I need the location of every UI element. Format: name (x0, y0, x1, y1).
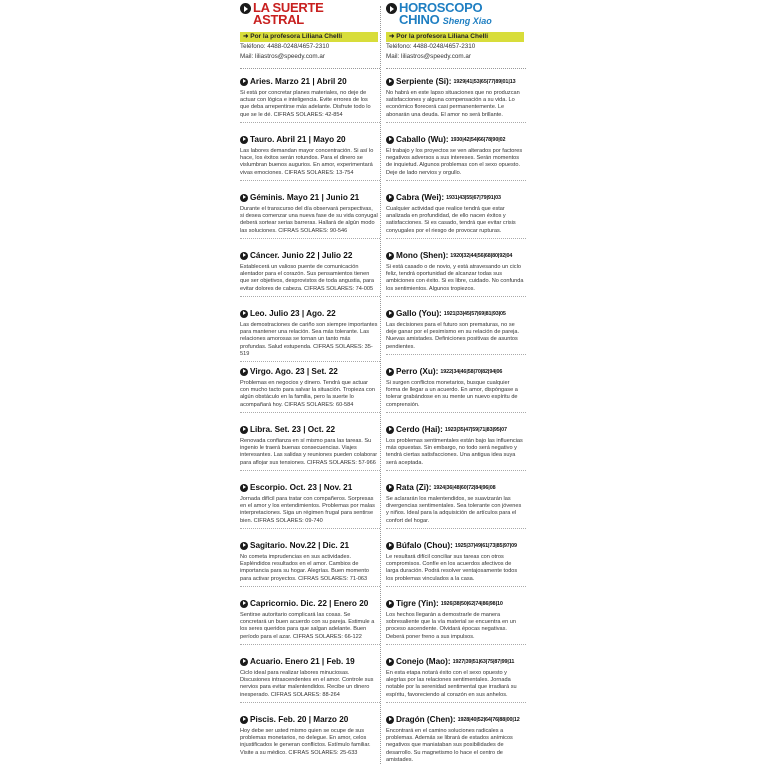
sign-entry (386, 134, 526, 192)
sign-heading (240, 656, 380, 667)
sign-name: Escorpio. Oct. 23 | Nov. 21 (250, 483, 353, 492)
sign-forecast: Las decisiones para el futuro son prematuras, no se deje ganar por el pesimismo en su relación de pareja. Nuevas amistades. Definiciones positivas de asuntos pendientes. (386, 322, 520, 350)
sign-name: Capricornio. Dic. 22 | Enero 20 (250, 599, 369, 608)
arrow-bullet-icon (386, 194, 394, 202)
chinese-sign-list (386, 76, 526, 770)
chinese-title-line1: HOROSCOPO (399, 0, 483, 15)
sign-name: Caballo (Wu): (396, 135, 449, 144)
western-phone: Teléfono: 4488-0248/4657-2310 (240, 43, 330, 50)
sign-divider (386, 586, 526, 587)
sign-entry (386, 366, 526, 424)
sign-divider (240, 180, 380, 181)
chinese-author-bar: ➜ Por la profesora Liliana Chelli (386, 32, 524, 42)
sign-heading (386, 482, 526, 493)
sign-name: Dragón (Chen): (396, 715, 456, 724)
arrow-bullet-icon (386, 78, 394, 86)
chinese-title (399, 2, 492, 27)
sign-entry (386, 250, 526, 308)
sign-entry (386, 76, 526, 134)
sign-heading (386, 424, 526, 435)
sign-forecast: Las demostraciones de cariño son siempre importantes para mantener una relación. Sea más tolerante. Las relaciones amorosas se tornan un tanto más profundas. Salud estupenda. CIFRAS SOLARES: 35-519 (240, 322, 378, 357)
western-horoscope-column (240, 0, 380, 770)
sign-forecast: No cometa imprudencias en sus actividades. Espléndidos resultados en el amor. Cambios de importancia para su hogar. Alegrías. Buen momento para activar proyectos. CIFRAS SOLARES: 71-063 (240, 554, 370, 582)
sign-entry (386, 598, 526, 656)
sign-entry (240, 482, 380, 540)
sign-entry (386, 656, 526, 714)
sign-name: Rata (Zi): (396, 483, 432, 492)
sign-divider (240, 238, 380, 239)
western-sign-list (240, 76, 380, 770)
arrow-bullet-icon (240, 542, 248, 550)
sign-divider (386, 354, 526, 355)
arrow-bullet-icon (386, 658, 394, 666)
western-title-row (240, 0, 380, 32)
sign-divider (386, 180, 526, 181)
chinese-mail: Mail: liliastros@speedy.com.ar (386, 52, 472, 60)
arrow-bullet-icon (386, 310, 394, 318)
arrow-bullet-icon (386, 716, 394, 724)
sign-name: Mono (Shen): (396, 251, 449, 260)
arrow-bullet-icon (240, 600, 248, 608)
sign-forecast: Los problemas sentimentales están bajo las influencias más opuestas. Sin embargo, no todo será negativo y tendrá ciertas satisfacciones. Una antigua idea suya será aceptada. (386, 438, 523, 466)
sign-forecast: Durante el transcurso del día observará perspectivas, si desea comenzar una nueva fase de su vida conyugal deberá sortear serias barreras. Hallará de algún modo las soluciones. CIFRAS SOLARES: 90-546 (240, 206, 378, 234)
sign-heading (386, 656, 526, 667)
arrow-bullet-icon (386, 3, 397, 14)
sign-entry (386, 540, 526, 598)
sign-name: Tauro. Abril 21 | Mayo 20 (250, 135, 346, 144)
sign-entry (240, 424, 380, 482)
sign-years: 1929|41|53|65|77|89|01|13 (453, 78, 516, 85)
arrow-bullet-icon (386, 368, 394, 376)
sign-entry (386, 308, 526, 366)
sign-forecast: Sentirse autoritario complicará las cosas. Se concretará un buen acuerdo con su pareja. Estimule a los seres queridos para que salgan adelante. Buen período para el azar. CIFRAS SOLARES: 66-122 (240, 612, 375, 640)
sign-name: Conejo (Mao): (396, 657, 451, 666)
sign-forecast: No habrá en este lapso situaciones que no produzcan satisfacciones y alguna compensación a su vida. Lo económico florecerá casi permanentemente. Le abonarán una deuda. El amor no será brillante. (386, 90, 520, 118)
sign-name: Perro (Xu): (396, 367, 439, 376)
sign-forecast: Le resultará difícil conciliar sus tareas con otros compromisos. Confíe en los acuerdos afectivos de larga duración. Podrá resolver ventajosamente todos los problemas vinculados a la casa. (386, 554, 518, 582)
sign-name: Leo. Julio 23 | Ago. 22 (250, 309, 336, 318)
sign-years: 1922|34|46|58|70|82|94|06 (440, 368, 503, 375)
sign-entry (240, 656, 380, 714)
sign-years: 1920|32|44|56|68|80|92|04 (450, 252, 513, 259)
sign-name: Cerdo (Hai): (396, 425, 443, 434)
sign-entry (386, 482, 526, 540)
sign-heading (240, 366, 380, 377)
sign-name: Tigre (Yin): (396, 599, 439, 608)
chinese-subtitle: Sheng Xiao (442, 16, 492, 26)
chinese-title-row (386, 0, 526, 32)
sign-forecast: Se aclararán los malentendidos, se suavizarán las divergencias sentimentales. Sea tolerante con jóvenes y niños. Ideal para la adquisición de artículos para el confort del hogar. (386, 496, 522, 524)
sign-forecast: Problemas en negocios y dinero. Tendrá que actuar con mucho tacto para salvar la situación. Tropieza con algún obstáculo en la familia, pero la suerte lo acompañará hoy. CIFRAS SOLARES: 60-584 (240, 380, 375, 408)
sign-heading (386, 76, 526, 87)
western-title-line2: ASTRAL (253, 12, 304, 27)
sign-name: Cabra (Wei): (396, 193, 445, 202)
western-title-line1: LA SUERTE (253, 0, 324, 15)
western-header-divider (240, 68, 380, 69)
sign-divider (240, 586, 380, 587)
western-mail: Mail: liliastros@speedy.com.ar (240, 52, 326, 60)
sign-entry (240, 192, 380, 250)
chinese-title-line2: CHINO (399, 12, 440, 27)
sign-divider (240, 470, 380, 471)
arrow-bullet-icon (240, 368, 248, 376)
sign-heading (240, 134, 380, 145)
arrow-bullet-icon (386, 484, 394, 492)
arrow-bullet-icon (240, 310, 248, 318)
sign-forecast: Jornada difícil para tratar con compañeros. Sorpresas en el amor y los entendimientos. Problemas por malas interpretaciones. Siga un régimen frugal para sentirse bien. CIFRAS SOLARES: 09-740 (240, 496, 375, 524)
sign-name: Sagitario. Nov.22 | Dic. 21 (250, 541, 350, 550)
sign-divider (386, 702, 526, 703)
sign-forecast: Si está casado o de novio, y está atravesando un ciclo feliz, tendrá oportunidad de alcanzar todas sus ambiciones con éxito. Si es libre, cuidado. No confunda los sentimientos. Algunos tropiezos. (386, 264, 524, 292)
sign-name: Piscis. Feb. 20 | Marzo 20 (250, 715, 349, 724)
arrow-bullet-icon (386, 542, 394, 550)
sign-name: Cáncer. Junio 22 | Julio 22 (250, 251, 353, 260)
sign-forecast: Establecerá un valioso puente de comunicación alentador para el corazón. Sus pensamientos tienen que ser objetivos, desprovistos de toda angustia, para evitar dolores de cabeza. CIFRAS SOLARES: 74-005 (240, 264, 375, 292)
sign-heading (240, 250, 380, 261)
sign-divider (386, 122, 526, 123)
chinese-horoscope-column (386, 0, 526, 770)
sign-heading (386, 540, 526, 551)
sign-forecast: Ciclo ideal para realizar labores minuciosas. Discusiones intrascendentes en el amor. Controle sus nervios para evitar malentendidos. Recibe un dinero inesperado. CIFRAS SOLARES: 88-264 (240, 670, 374, 698)
chinese-header-divider (386, 68, 526, 69)
arrow-bullet-icon (240, 252, 248, 260)
sign-entry (240, 714, 380, 770)
sign-heading (386, 308, 526, 319)
sign-heading (240, 598, 380, 609)
sign-name: Aries. Marzo 21 | Abril 20 (250, 77, 347, 86)
sign-name: Serpiente (Si): (396, 77, 452, 86)
sign-entry (386, 424, 526, 482)
sign-name: Géminis. Mayo 21 | Junio 21 (250, 193, 360, 202)
sign-entry (386, 192, 526, 250)
arrow-bullet-icon (386, 252, 394, 260)
sign-heading (240, 308, 380, 319)
sign-entry (240, 134, 380, 192)
sign-entry (386, 714, 526, 770)
sign-heading (240, 540, 380, 551)
sign-years: 1926|38|50|62|74|86|98|10 (440, 600, 503, 607)
sign-forecast: Encontrará en el camino soluciones radicales a problemas. Además se librará de estados anímicos negativos que maniataban sus posibilidades de desarrollo. Su magnetismo lo hace el centro de amistades. (386, 728, 513, 763)
sign-forecast: El trabajo y los proyectos se ven alterados por factores negativos adversos a sus intereses. Serán momentos de inquietud. Algunos problemas con el sexo opuesto. Deje de lado nervios y orgullo. (386, 148, 523, 176)
sign-years: 1927|39|51|63|75|87|99|11 (452, 658, 515, 665)
sign-heading (386, 714, 526, 725)
sign-divider (386, 238, 526, 239)
arrow-bullet-icon (386, 600, 394, 608)
sign-heading (240, 482, 380, 493)
sign-heading (240, 192, 380, 203)
arrow-bullet-icon (386, 136, 394, 144)
sign-divider (240, 361, 380, 362)
sign-entry (240, 540, 380, 598)
sign-divider (386, 528, 526, 529)
sign-heading (386, 250, 526, 261)
arrow-bullet-icon (240, 78, 248, 86)
sign-forecast: Los hechos llegarán a demostrarle de manera sobresaliente que la vía material se encuentra en un proceso ascendente. Olvidará épocas negativas. Deberá poner freno a sus impulsos. (386, 612, 516, 640)
sign-forecast: En esta etapa notará éxito con el sexo opuesto y alegrías por las relaciones sentimentales. Jornada notable por la serenidad sentimental que irradiará su espíritu, favoreciendo al corazón en sus anhelos. (386, 670, 517, 698)
arrow-bullet-icon (240, 194, 248, 202)
sign-name: Acuario. Enero 21 | Feb. 19 (250, 657, 355, 666)
sign-divider (240, 296, 380, 297)
sign-forecast: Si está por concretar planes materiales, no deje de actuar con lógica e inteligencia. Evite errores de los que deba arrepentirse más adelante. Disfrute todo lo que se le dé. CIFRAS SOLARES: 42-854 (240, 90, 371, 118)
sign-name: Gallo (You): (396, 309, 442, 318)
sign-divider (386, 296, 526, 297)
sign-entry (240, 76, 380, 134)
sign-years: 1931|43|55|67|79|91|03 (446, 194, 501, 201)
chinese-phone: Teléfono: 4488-0248/4657-2310 (386, 43, 476, 50)
sign-divider (386, 412, 526, 413)
western-title (253, 2, 324, 26)
sign-divider (240, 122, 380, 123)
sign-divider (240, 702, 380, 703)
sign-entry (240, 308, 380, 366)
column-divider (380, 6, 381, 764)
sign-divider (240, 644, 380, 645)
sign-heading (386, 598, 526, 609)
sign-forecast: Las labores demandan mayor concentración. Si así lo hace, los éxitos serán rotundos. Para el dinero se vislumbran buenos augurios. En amor, experimentará vivas emociones. CIFRAS SOLARES: 13-754 (240, 148, 374, 176)
sign-heading (240, 714, 380, 725)
arrow-bullet-icon (240, 3, 251, 14)
sign-heading (240, 76, 380, 87)
sign-heading (240, 424, 380, 435)
sign-divider (386, 470, 526, 471)
sign-forecast: Hoy debe ser usted mismo quien se ocupe de sus problemas monetarios, no delegue. En amor, celos injustificados le generan conflictos. Estímulo familiar. Visite a su médico. CIFRAS SOLARES: 25-633 (240, 728, 371, 756)
sign-years: 1925|37|49|61|73|85|97|09 (454, 542, 517, 549)
sign-years: 1924|36|48|60|72|84|96|08 (433, 484, 496, 491)
sign-heading (386, 134, 526, 145)
sign-entry (240, 366, 380, 424)
sign-forecast: Renovada confianza en sí mismo para las tareas. Su ingenio le traerá buenas consecuencias. Viajes interesantes. Las salidas y reuniones pueden colaborar para aflojar sus tensiones. CIFRAS SOLARES: 57-966 (240, 438, 378, 466)
sign-years: 1921|33|45|57|69|81|93|05 (443, 310, 506, 317)
sign-years: 1923|35|47|59|71|83|95|07 (444, 426, 507, 433)
sign-heading (386, 192, 526, 203)
sign-name: Libra. Set. 23 | Oct. 22 (250, 425, 336, 434)
sign-years: 1930|42|54|66|78|90|02 (450, 136, 506, 143)
sign-heading (386, 366, 526, 377)
sign-divider (240, 528, 380, 529)
arrow-bullet-icon (240, 136, 248, 144)
arrow-bullet-icon (240, 716, 248, 724)
arrow-bullet-icon (386, 426, 394, 434)
sign-entry (240, 598, 380, 656)
sign-divider (240, 412, 380, 413)
sign-forecast: Si surgen conflictos monetarios, busque cualquier forma de llegar a un acuerdo. En amor, dispóngase a tolerar grabándose en su mente un nuevo espíritu de comprensión. (386, 380, 518, 408)
arrow-bullet-icon (240, 426, 248, 434)
sign-years: 1928|40|52|64|76|88|00|12 (457, 716, 520, 723)
arrow-bullet-icon (240, 658, 248, 666)
sign-divider (386, 644, 526, 645)
sign-name: Búfalo (Chou): (396, 541, 453, 550)
western-author-bar: ➜ Por la profesora Liliana Chelli (240, 32, 378, 42)
sign-entry (240, 250, 380, 308)
sign-forecast: Cualquier actividad que realice tendrá que estar analizada en profundidad, de ello nacen éxitos y satisfacciones. Si es casado, tendrá que evitar crisis conyugales por el riesgo de provocar rupturas. (386, 206, 516, 234)
arrow-bullet-icon (240, 484, 248, 492)
sign-name: Virgo. Ago. 23 | Set. 22 (250, 367, 338, 376)
